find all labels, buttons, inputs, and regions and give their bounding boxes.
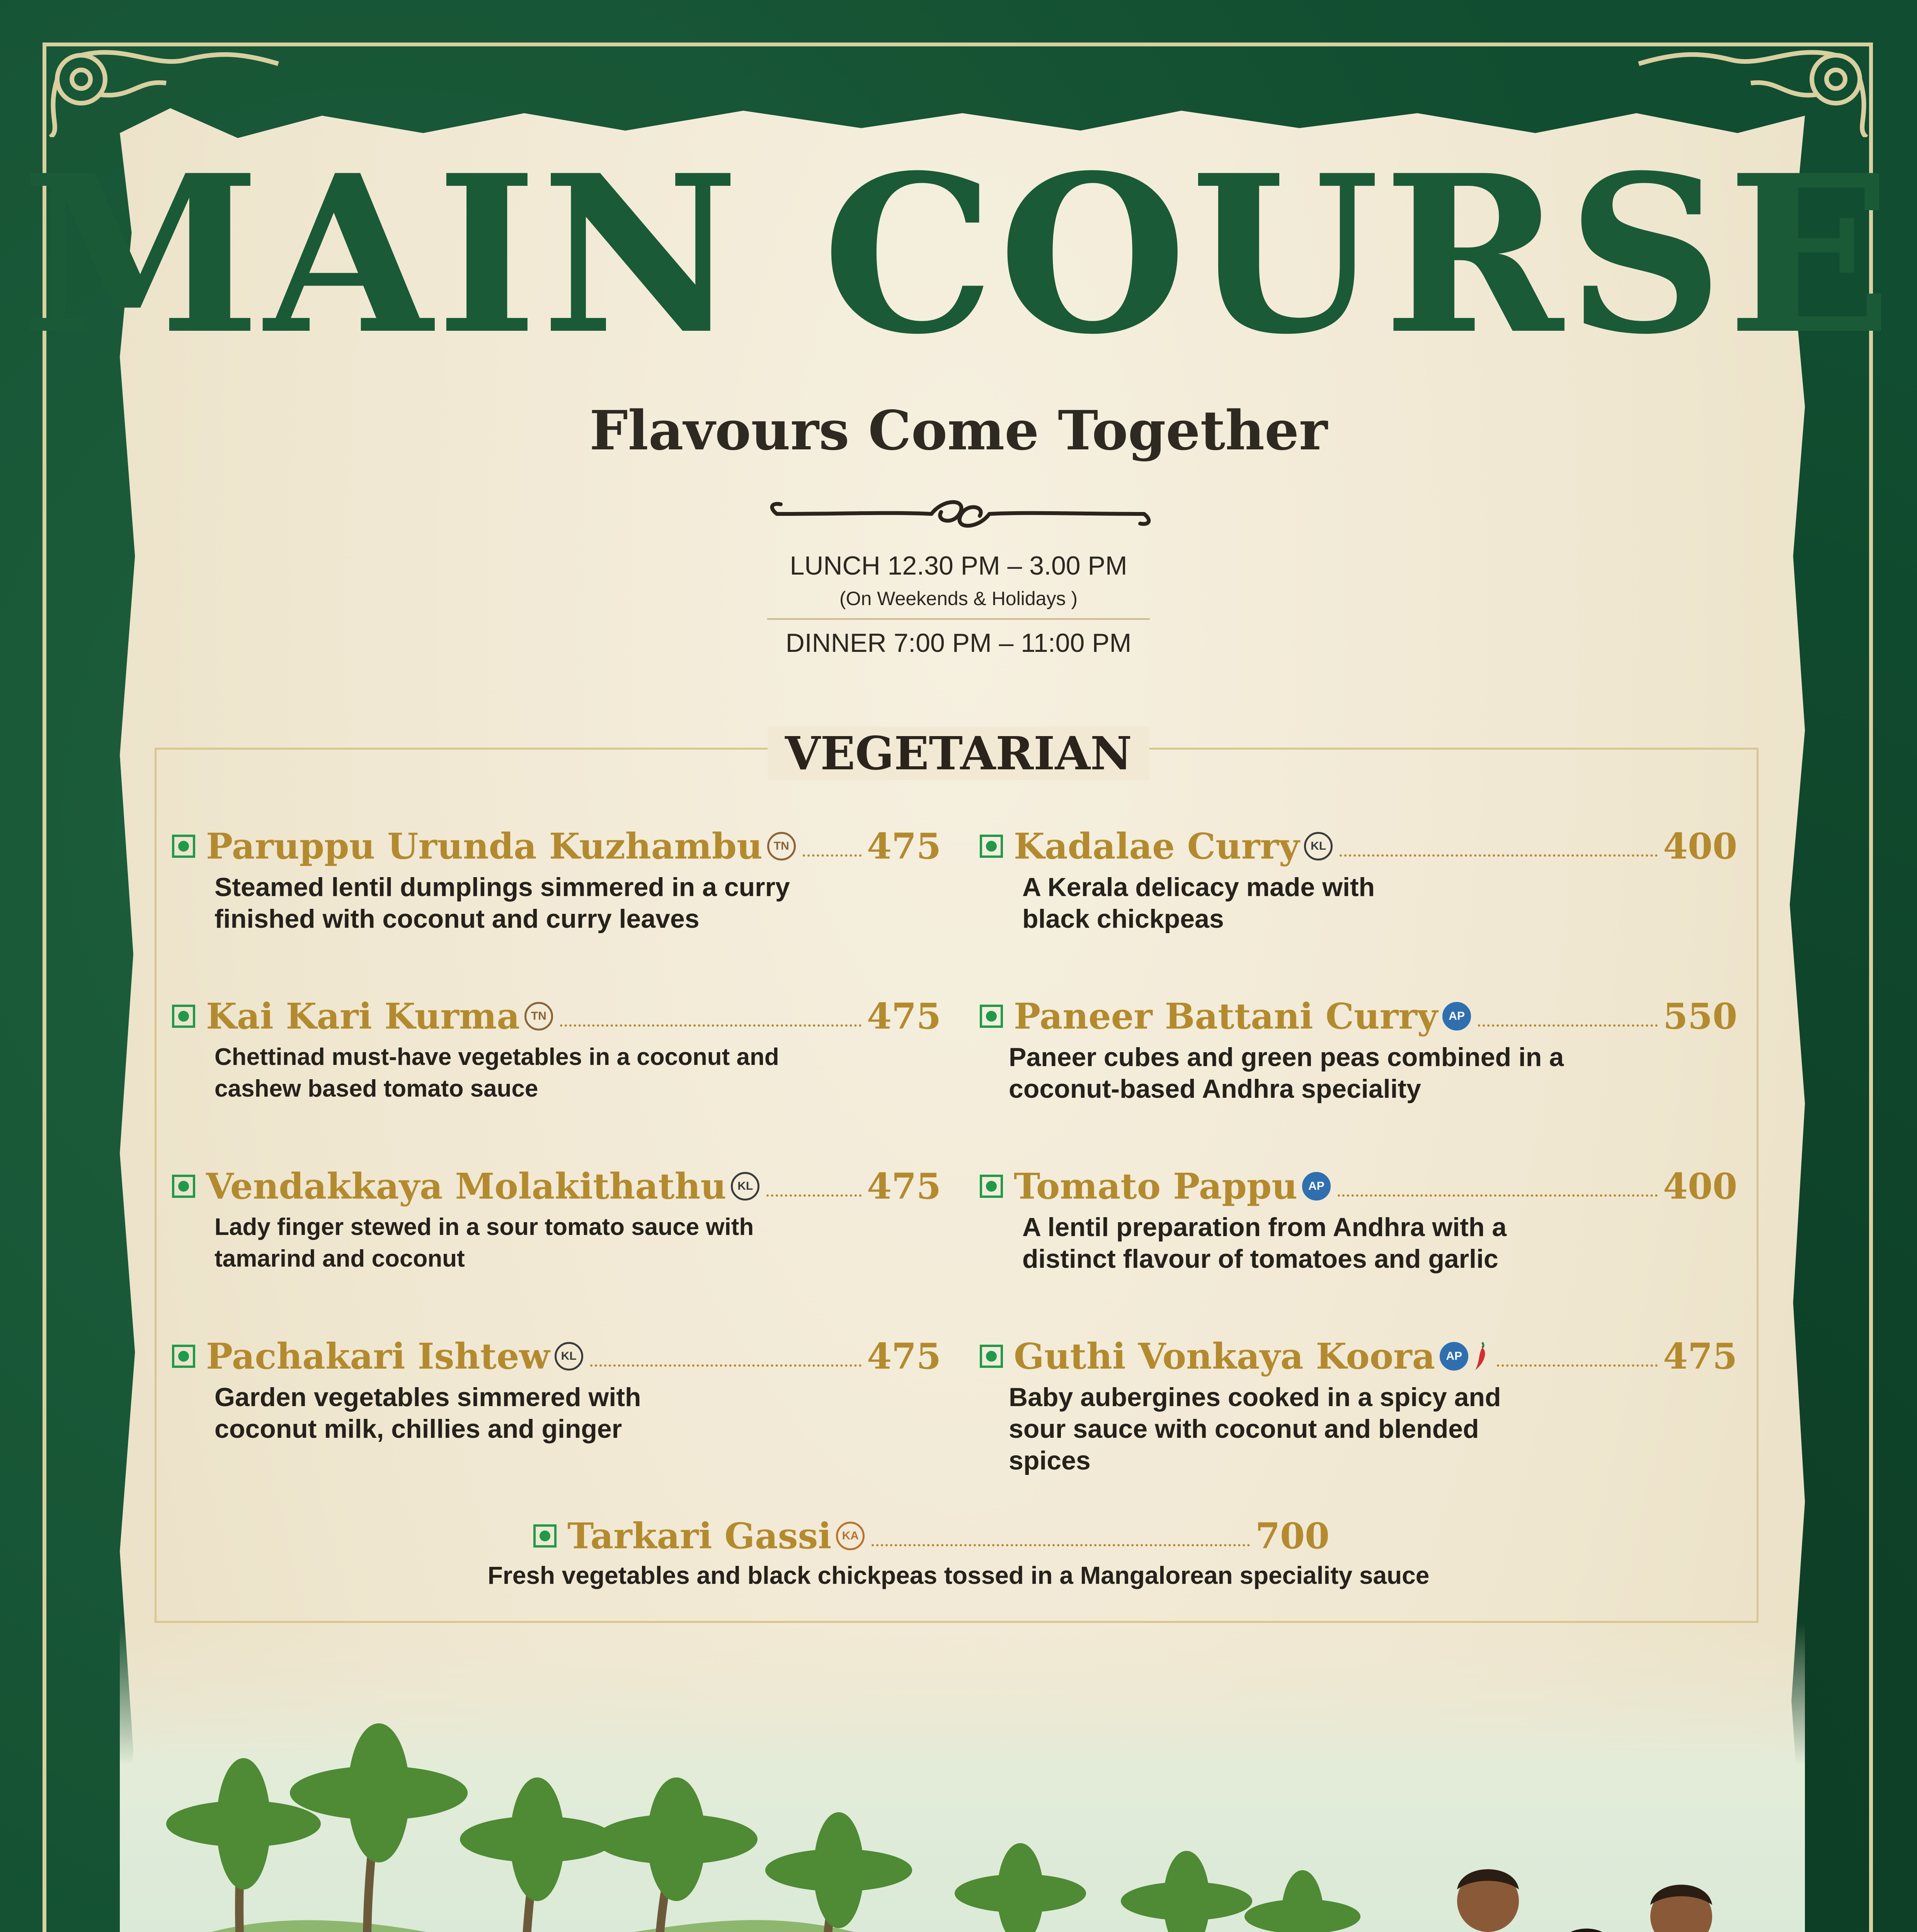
item-description: Chettinad must-have vegetables in a coconut and cashew based tomato sauce — [215, 1044, 779, 1102]
veg-icon — [980, 835, 1003, 858]
price-leader — [1497, 1364, 1658, 1367]
price-leader — [1340, 854, 1658, 857]
menu-item — [980, 825, 1737, 956]
item-price: 475 — [1663, 1335, 1737, 1377]
item-description: A lentil preparation from Andhra with a distinct flavour of tomatoes and garlic — [1022, 1213, 1507, 1274]
veg-icon — [533, 1524, 557, 1548]
veg-icon — [980, 1345, 1003, 1368]
region-badge-kl: KL — [1304, 832, 1333, 861]
item-price: 475 — [867, 1335, 941, 1377]
item-price: 400 — [1663, 825, 1737, 867]
menu-item — [980, 1335, 1737, 1475]
item-name: Kai Kari Kurma — [206, 995, 520, 1037]
price-leader — [766, 1194, 861, 1197]
item-price: 400 — [1663, 1165, 1737, 1207]
price-leader — [1338, 1194, 1658, 1197]
section-heading: VEGETARIAN — [0, 726, 1917, 780]
item-name: Paneer Battani Curry — [1014, 995, 1438, 1037]
menu-subtitle: Flavours Come Together — [589, 399, 1328, 463]
item-price: 475 — [867, 1165, 941, 1207]
item-price: 550 — [1663, 995, 1737, 1037]
item-description: Paneer cubes and green peas combined in a coconut-based Andhra speciality — [1009, 1043, 1564, 1104]
item-description: Steamed lentil dumplings simmered in a curry finished with coconut and curry leaves — [215, 872, 790, 934]
lunch-hours-note: (On Weekends & Holidays ) — [839, 588, 1078, 609]
menu-title: MAIN COURSE — [21, 128, 1896, 382]
item-name: Tarkari Gassi — [567, 1515, 832, 1557]
item-name: Guthi Vonkaya Koora — [1014, 1335, 1435, 1377]
menu-item — [172, 1165, 941, 1296]
veg-icon — [172, 835, 195, 858]
item-name: Tomato Pappu — [1014, 1165, 1297, 1207]
item-name: Paruppu Urunda Kuzhambu — [206, 825, 763, 867]
region-badge-tn: TN — [524, 1002, 553, 1031]
menu-item — [172, 995, 941, 1126]
item-price: 700 — [1255, 1515, 1330, 1557]
region-badge-kl: KL — [555, 1342, 583, 1371]
hours-divider — [767, 618, 1150, 620]
region-badge-tn: TN — [767, 832, 796, 861]
item-price: 475 — [867, 995, 941, 1037]
item-name: Pachakari Ishtew — [206, 1335, 550, 1377]
region-badge-ap: AP — [1302, 1172, 1331, 1201]
region-badge-ap: AP — [1440, 1342, 1468, 1371]
menu-item — [172, 825, 941, 956]
menu-item — [172, 1335, 941, 1466]
region-badge-ap: AP — [1442, 1002, 1471, 1031]
menu-item — [980, 995, 1737, 1126]
kerala-backwater-illustration — [120, 1623, 1805, 1932]
item-price: 475 — [867, 825, 941, 867]
item-description: Garden vegetables simmered with coconut milk, chillies and ginger — [215, 1383, 641, 1444]
region-badge-kl: KL — [731, 1172, 759, 1201]
item-description: A Kerala delicacy made with black chickpeas — [1022, 872, 1375, 934]
item-description: Lady finger stewed in a sour tomato sauce with tamarind and coconut — [215, 1214, 754, 1272]
veg-icon — [980, 1175, 1003, 1198]
veg-icon — [172, 1175, 195, 1198]
chili-icon — [1472, 1341, 1490, 1372]
price-leader — [872, 1544, 1250, 1546]
ornamental-divider-icon — [765, 491, 1156, 537]
price-leader — [590, 1364, 861, 1367]
veg-icon — [172, 1005, 195, 1028]
item-name: Kadalae Curry — [1014, 825, 1300, 867]
region-badge-ka: KA — [836, 1522, 865, 1550]
veg-icon — [172, 1345, 195, 1368]
price-leader — [560, 1024, 861, 1027]
dinner-hours: DINNER 7:00 PM – 11:00 PM — [785, 628, 1132, 658]
item-description: Baby aubergines cooked in a spicy and sour sauce with coconut and blended spices — [1009, 1383, 1501, 1475]
item-name: Vendakkaya Molakithathu — [206, 1165, 727, 1207]
menu-item — [980, 1165, 1737, 1296]
price-leader — [1478, 1024, 1658, 1027]
price-leader — [803, 854, 861, 857]
lunch-hours: LUNCH 12.30 PM – 3.00 PM — [790, 551, 1127, 580]
item-description: Fresh vegetables and black chickpeas tossed in a Mangalorean speciality sauce — [487, 1561, 1430, 1589]
veg-icon — [980, 1005, 1003, 1028]
